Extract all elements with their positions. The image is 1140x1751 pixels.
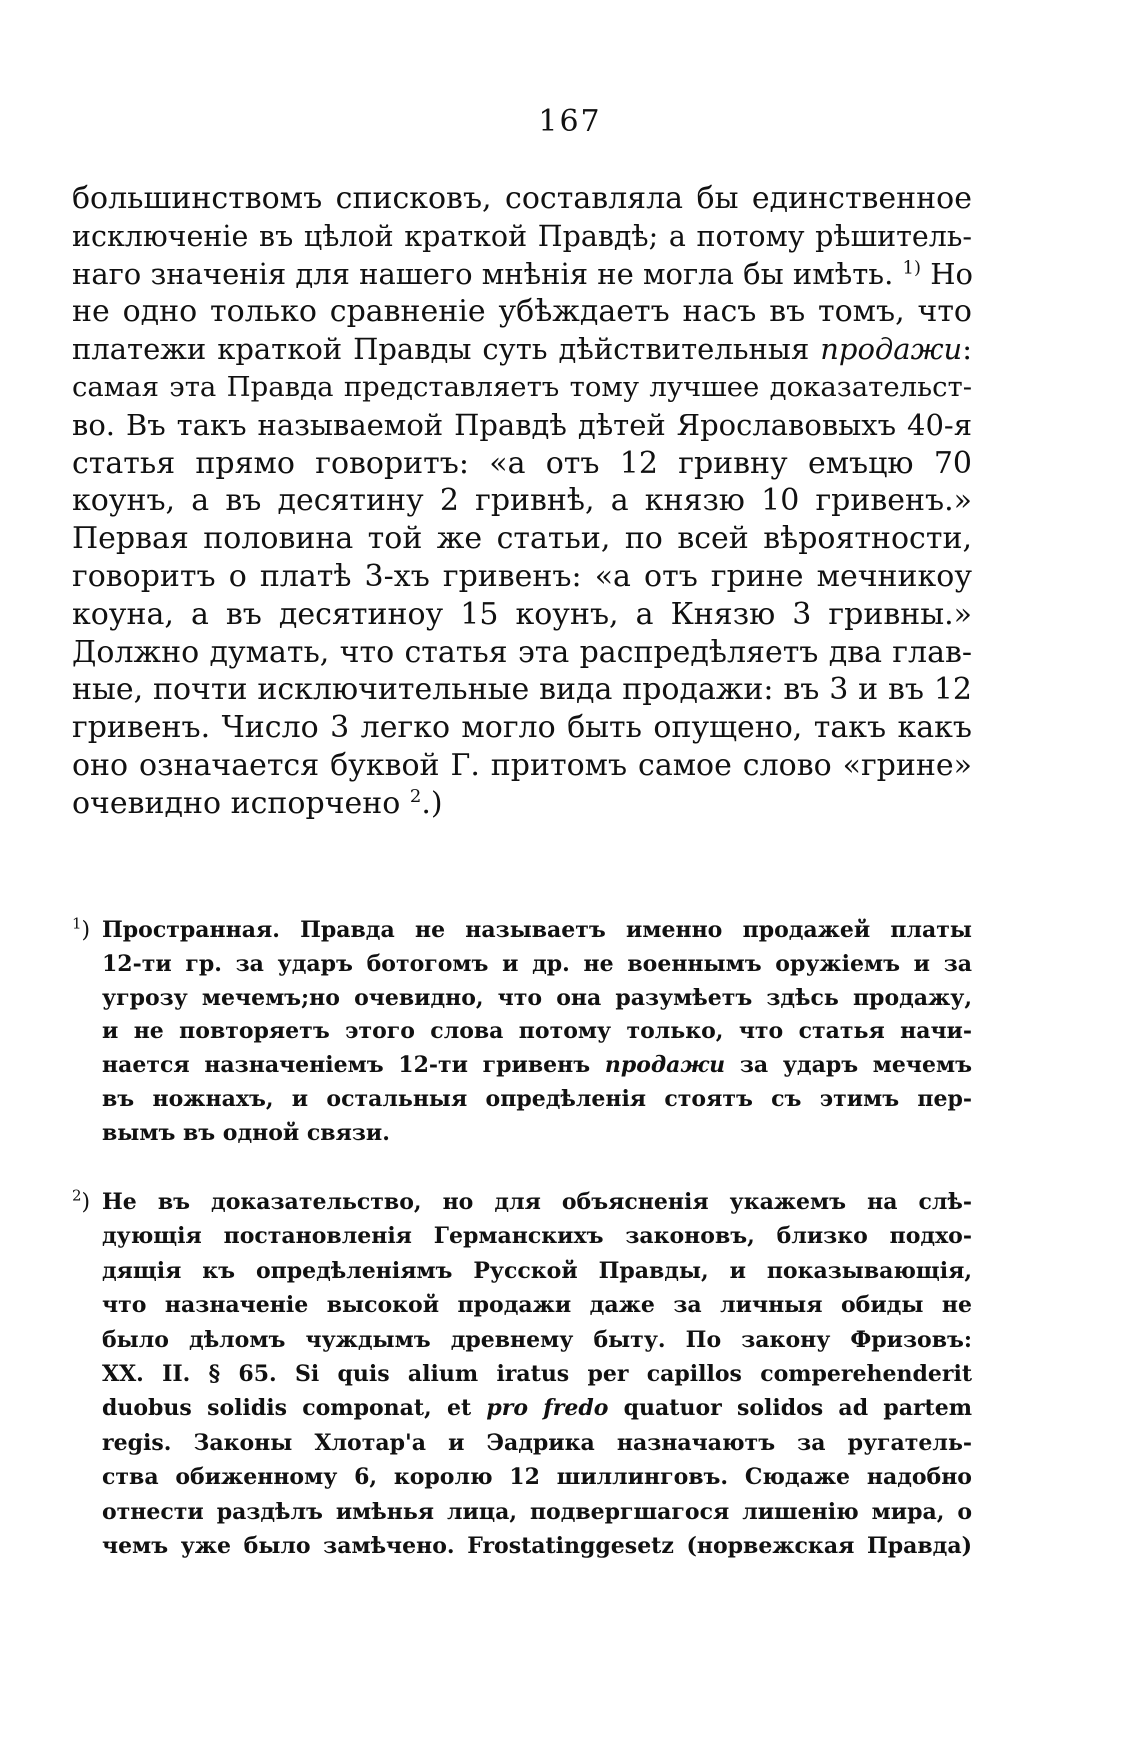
text-line: Первая половина той же статьи, по всей вѣроятности, xyxy=(72,521,972,557)
footnote-line xyxy=(72,914,972,948)
italic-word: продажи xyxy=(604,1052,726,1079)
footnote-marker: $^2$) xyxy=(72,1186,91,1215)
footnote-line: 12-ти гр. за ударъ ботогомъ и др. не военнымъ оружіемъ и за xyxy=(102,950,972,977)
text-line: статья прямо говоритъ: «а отъ 12 гривну емъцю 70 xyxy=(72,445,972,481)
footnote-line: отнести раздѣлъ имѣнья лица, подвергшагося лишенію мира, о xyxy=(102,1498,972,1525)
footnote-2 xyxy=(72,1185,972,1563)
text-segment: Но xyxy=(930,256,973,291)
text-line xyxy=(72,785,972,823)
text-line: говоритъ о платѣ 3-хъ гривенъ: «а отъ грине мечникоу xyxy=(72,558,972,594)
text-line: во. Въ такъ называемой Правдѣ дѣтей Ярославовыхъ 40-я xyxy=(72,407,972,442)
footnote-ref-1[interactable]: 1) xyxy=(902,256,922,278)
page-number: 167 xyxy=(538,104,602,139)
footnote-line xyxy=(72,1391,972,1425)
text-segment: платежи краткой Правды суть дѣйствительныя xyxy=(72,332,810,367)
text-segment: наго значенія для нашего мнѣнія не могла бы имѣть. xyxy=(72,256,894,291)
main-text xyxy=(72,180,972,823)
footnote-line: и не повторяетъ этого слова потому только, что статья начи- xyxy=(102,1018,972,1045)
text-segment: нается назначеніемъ 12-ти гривенъ xyxy=(102,1052,591,1079)
text-line xyxy=(72,256,972,294)
text-segment: .) xyxy=(421,785,443,821)
footnote-line: regis. Законы Хлотар'а и Эадрика назначаютъ за ругатель- xyxy=(102,1429,972,1456)
footnote-ref-2[interactable]: 2 xyxy=(409,785,422,807)
footnote-line: дящія къ опредѣленіямъ Русской Правды, и показывающія, xyxy=(102,1257,972,1284)
text-line: коунъ, а въ десятину 2 гривнѣ, а князю 10 гривенъ.» xyxy=(72,483,972,519)
footnote-line xyxy=(72,1049,972,1083)
text-line: не одно только сравненіе убѣждаетъ насъ въ томъ, что xyxy=(72,294,972,330)
footnote-line: въ ножнахъ, и остальныя опредѣленія стоятъ съ этимъ пер- xyxy=(102,1085,972,1112)
text-segment: за ударъ мечемъ xyxy=(739,1052,972,1079)
italic-word: продажи xyxy=(820,332,963,367)
text-line: гривенъ. Число 3 легко могло быть опущено, такъ какъ xyxy=(72,710,972,746)
text-line: большинствомъ списковъ, составляла бы единственное xyxy=(72,181,972,216)
text-line xyxy=(72,331,972,369)
text-line: оно означается буквой Г. притомъ самое слово «грине» xyxy=(72,747,972,783)
footnote-line xyxy=(72,1185,972,1219)
footnote-line: вымъ въ одной связи. xyxy=(102,1119,390,1146)
text-line: ные, почти исключительные вида продажи: въ 3 и въ 12 xyxy=(72,672,972,708)
text-line: исключеніе въ цѣлой краткой Правдѣ; а потому рѣшитель- xyxy=(72,219,972,253)
text-line: Должно думать, что статья эта распредѣляетъ два глав- xyxy=(72,634,972,670)
footnote-marker: $^1$) xyxy=(72,914,91,943)
footnote-line: XX. II. § 65. Si quis alium iratus per capillos comperehenderit xyxy=(102,1360,972,1387)
italic-word: pro fredo xyxy=(486,1395,609,1422)
footnote-line: угрозу мечемъ;но очевидно, что она разумѣетъ здѣсь продажу, xyxy=(102,984,972,1011)
text-line: самая эта Правда представляетъ тому лучшее доказательст- xyxy=(72,370,972,403)
text-segment: Пространная. Правда не называетъ именно продажей платы xyxy=(102,917,972,943)
footnote-line: что назначеніе высокой продажи даже за личныя обиды не xyxy=(102,1292,972,1319)
footnote-line: было дѣломъ чуждымъ древнему быту. По закону Фризовъ: xyxy=(102,1326,972,1353)
footnote-1 xyxy=(72,914,972,1151)
text-segment: quatuor solidos ad partem xyxy=(623,1395,972,1422)
text-line: коуна, а въ десятиноу 15 коунъ, а Князю 3 гривны.» xyxy=(72,596,972,632)
footnote-line: чемъ уже было замѣчено. Frostatinggesetz (норвежская Правда) xyxy=(102,1532,972,1559)
text-segment: duobus solidis componat, et xyxy=(102,1395,472,1422)
text-segment: : xyxy=(962,332,973,367)
footnote-line: ства обиженному 6, королю 12 шиллинговъ. Сюдаже надобно xyxy=(102,1464,972,1491)
text-segment: Не въ доказательство, но для объясненія укажемъ на слѣ- xyxy=(102,1189,972,1215)
text-segment: очевидно испорчено xyxy=(72,785,401,821)
footnote-line: дующія постановленія Германскихъ законовъ, близко подхо- xyxy=(102,1223,972,1250)
